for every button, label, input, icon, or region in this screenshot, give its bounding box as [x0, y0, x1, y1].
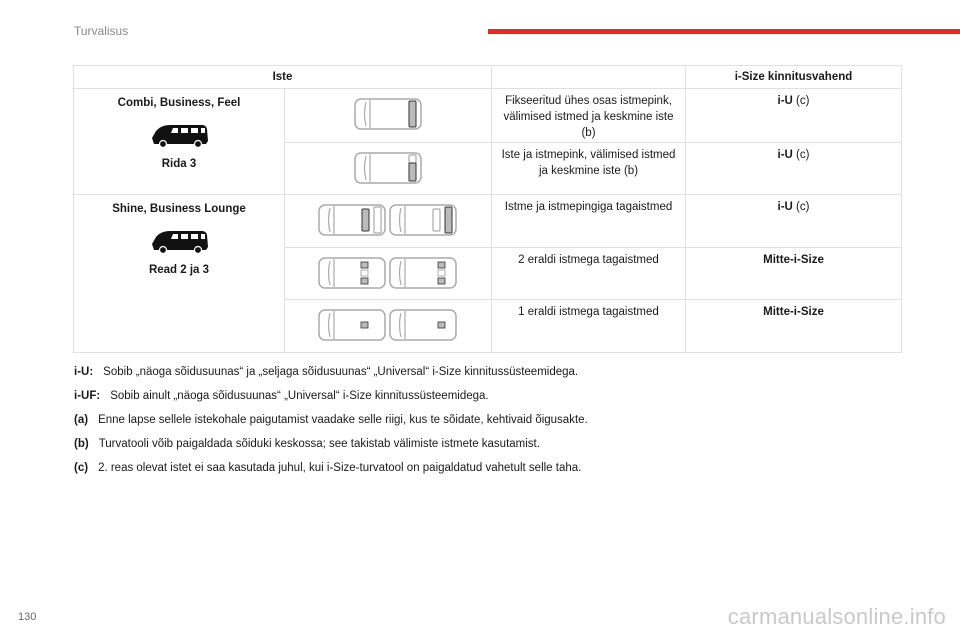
vehicle-group-cell	[74, 195, 285, 353]
isize-cell	[686, 195, 902, 248]
seat-diagram-cell	[285, 89, 492, 143]
isize-value: i-U	[777, 149, 793, 161]
footnote-key: i-U:	[74, 366, 94, 378]
footnote-item	[74, 384, 934, 408]
seat-description: 2 eraldi istmega tagaistmed	[492, 248, 686, 300]
isize-note: (c)	[792, 149, 810, 161]
isize-value: i-U	[777, 95, 793, 107]
header-blank	[492, 66, 686, 89]
isize-note: (c)	[792, 95, 810, 107]
car-top-view-icon	[353, 150, 423, 186]
table-row	[74, 195, 902, 248]
isize-cell	[686, 300, 902, 353]
car-top-view-pair-icon	[318, 255, 458, 291]
section-title: Turvalisus	[74, 24, 129, 38]
car-top-view-pair-icon	[318, 307, 458, 343]
accent-bar	[488, 29, 960, 34]
isize-cell	[686, 89, 902, 143]
footnote-text: Enne lapse sellele istekohale paigutamist vaadake selle riigi, kus te sõidate, kehtivaid õigusakte.	[98, 414, 588, 426]
separator: ,	[210, 97, 218, 109]
footnote-item	[74, 360, 934, 384]
footnotes	[74, 360, 934, 480]
footnote-key: (b)	[74, 438, 89, 450]
isize-cell	[686, 143, 902, 195]
seat-description: Istme ja istmepingiga tagaistmed	[492, 195, 686, 248]
seat-description: Fikseeritud ühes osas istmepink, välimised istmed ja keskmine iste (b)	[492, 89, 686, 143]
seat-diagram-cell	[285, 248, 492, 300]
footnote-item	[74, 408, 934, 432]
isize-value: i-U	[777, 201, 793, 213]
footnote-text: Sobib „näoga sõidusuunas“ ja „seljaga sõidusuunas“ „Universal“ i-Size kinnitussüsteemidega.	[103, 366, 579, 378]
vehicle-group-cell	[74, 89, 285, 195]
seat-description: Iste ja istmepink, välimised istmed ja keskmine iste (b)	[492, 143, 686, 195]
version-name: Feel	[217, 97, 241, 109]
footnote-text: Sobib ainult „näoga sõidusuunas“ „Universal“ i-Size kinnitussüsteemidega.	[110, 390, 489, 402]
header-seat: Iste	[74, 66, 492, 89]
header-isize: i-Size kinnitusvahend	[686, 66, 902, 89]
footnote-text: 2. reas olevat istet ei saa kasutada juhul, kui i-Size-turvatool on paigaldatud vahetult selle taha.	[98, 462, 582, 474]
footnote-item	[74, 456, 934, 480]
watermark: carmanualsonline.info	[727, 604, 946, 629]
isize-value: Mitte-i-Size	[763, 254, 824, 266]
vehicle-group-name	[74, 203, 284, 216]
car-top-view-icon	[353, 96, 423, 132]
seat-diagram-cell	[285, 195, 492, 248]
vehicle-group-name	[74, 97, 284, 110]
footnote-item	[74, 432, 934, 456]
page-number: 130	[18, 611, 37, 623]
seat-row-label: Rida 3	[161, 158, 197, 170]
version-name: Business	[159, 97, 211, 109]
seat-diagram-cell	[285, 300, 492, 353]
seat-row-label: Read 2 ja 3	[148, 264, 210, 276]
footnote-text: Turvatooli võib paigaldada sõiduki keskossa; see takistab välimiste istmete kasutamist.	[98, 438, 540, 450]
separator: ,	[143, 203, 150, 215]
van-side-icon	[148, 228, 210, 254]
version-name: Business Lounge	[149, 203, 246, 215]
table-header-row	[74, 66, 902, 89]
isize-note: (c)	[792, 201, 810, 213]
footnote-key: (c)	[74, 462, 89, 474]
seat-diagram-cell	[285, 143, 492, 195]
seat-table	[73, 65, 902, 353]
table-row	[74, 89, 902, 143]
separator: ,	[153, 97, 160, 109]
footnote-key: i-UF:	[74, 390, 101, 402]
version-name: Shine	[112, 203, 144, 215]
isize-value: Mitte-i-Size	[763, 306, 824, 318]
version-name: Combi	[117, 97, 154, 109]
isize-cell	[686, 248, 902, 300]
footnote-key: (a)	[74, 414, 89, 426]
seat-description: 1 eraldi istmega tagaistmed	[492, 300, 686, 353]
car-top-view-pair-icon	[318, 202, 458, 238]
van-side-icon	[148, 122, 210, 148]
